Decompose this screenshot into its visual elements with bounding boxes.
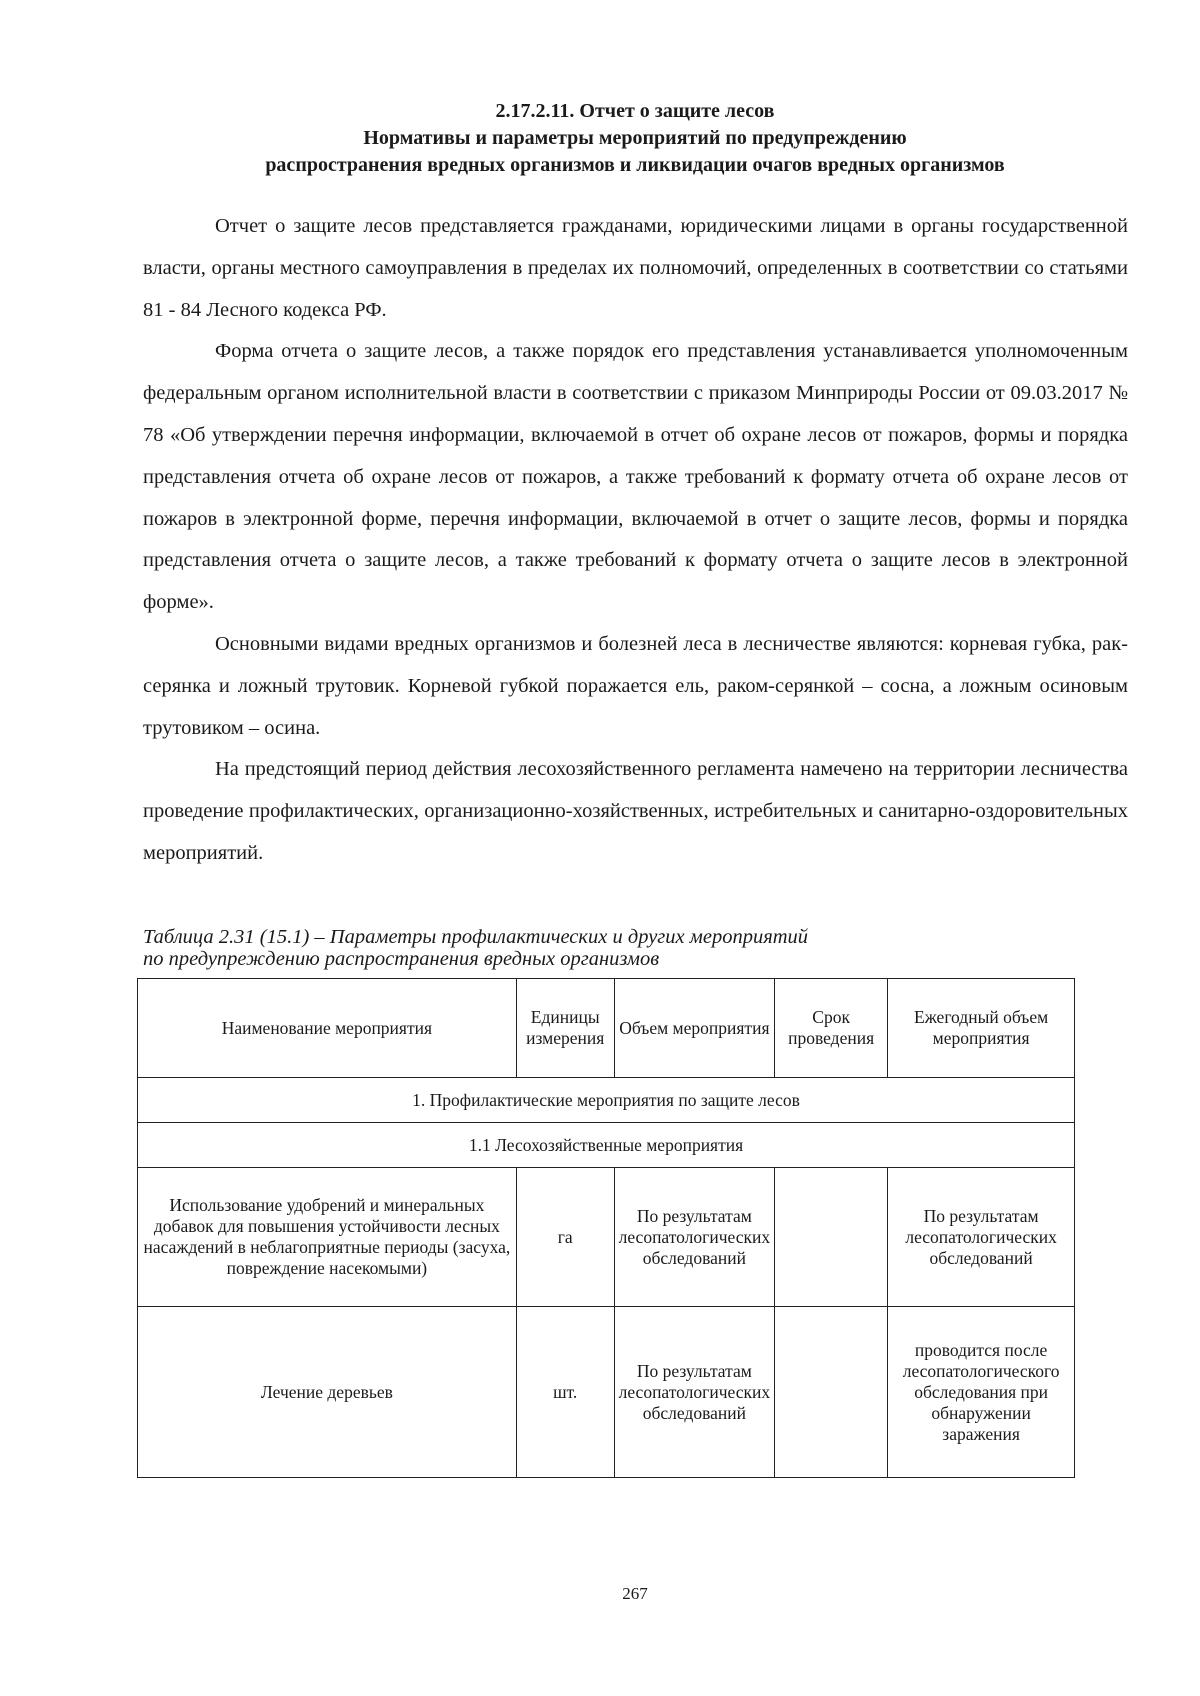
heading-line-2: Нормативы и параметры мероприятий по предупреждению bbox=[363, 127, 907, 149]
paragraph: Отчет о защите лесов представляется гражданами, юридическими лицами в органы государственной власти, органы местного самоуправления в пределах их полномочий, определенных в соответствии со статьями 81 - 84 Лесного кодекса РФ. bbox=[143, 215, 1128, 321]
table-caption-line-1: Таблица 2.31 (15.1) – Параметры профилактических и других мероприятий bbox=[143, 926, 809, 948]
row-name: Лечение деревьев bbox=[138, 1307, 517, 1478]
header-annual: Ежегодный объем мероприятия bbox=[888, 979, 1075, 1078]
header-name: Наименование мероприятия bbox=[138, 979, 517, 1078]
body-text bbox=[143, 206, 1128, 875]
measures-table bbox=[137, 978, 1075, 1478]
heading-line-1: 2.17.2.11. Отчет о защите лесов bbox=[495, 100, 775, 122]
header-term: Срок проведения bbox=[775, 979, 888, 1078]
row-unit: шт. bbox=[516, 1307, 614, 1478]
table-row bbox=[138, 1307, 1075, 1478]
row-term bbox=[775, 1307, 888, 1478]
subsection-title: 1.1 Лесохозяйственные мероприятия bbox=[138, 1123, 1075, 1168]
row-annual: По результатам лесопатологических обследований bbox=[888, 1168, 1075, 1307]
row-volume: По результатам лесопатологических обследований bbox=[614, 1307, 774, 1478]
paragraph: На предстоящий период действия лесохозяйственного регламента намечено на территории лесничества проведение профилактических, организационно-хозяйственных, истребительных и санитарно-оздоровительных мероприятий. bbox=[143, 758, 1128, 864]
table-section-row bbox=[138, 1078, 1075, 1123]
paragraph: Основными видами вредных организмов и болезней леса в лесничестве являются: корневая губка, рак-серянка и ложный трутовик. Корневой губкой поражается ель, раком-серянкой – сосна, а ложным осиновым трутовиком – осина. bbox=[143, 632, 1128, 739]
row-volume: По результатам лесопатологических обследований bbox=[614, 1168, 774, 1307]
row-annual: проводится после лесопатологического обследования при обнаружении заражения bbox=[888, 1307, 1075, 1478]
table-row bbox=[138, 1168, 1075, 1307]
row-term bbox=[775, 1168, 888, 1307]
section-heading bbox=[140, 98, 1130, 179]
heading-line-3: распространения вредных организмов и ликвидации очагов вредных организмов bbox=[265, 154, 1005, 176]
header-volume: Объем мероприятия bbox=[614, 979, 774, 1078]
row-name: Использование удобрений и минеральных добавок для повышения устойчивости лесных насаждений в неблагоприятные периоды (засуха, повреждение насекомыми) bbox=[138, 1168, 517, 1307]
table-caption bbox=[143, 926, 1128, 970]
table-subsection-row bbox=[138, 1123, 1075, 1168]
header-unit: Единицы измерения bbox=[516, 979, 614, 1078]
paragraph: Форма отчета о защите лесов, а также порядок его представления устанавливается уполномоченным федеральным органом исполнительной власти в соответствии с приказом Минприроды России от 09.03.2017 № 78 «Об утверждении перечня информации, включаемой в отчет об охране лесов от пожаров, формы и порядка представления отчета об охране лесов от пожаров, а также требований к формату отчета об охране лесов от пожаров в электронной форме, перечня информации, включаемой в отчет о защите лесов, формы и порядка представления отчета о защите лесов, а также требований к формату отчета о защите лесов в электронной форме». bbox=[143, 340, 1128, 614]
table-header-row bbox=[138, 979, 1075, 1078]
row-unit: га bbox=[516, 1168, 614, 1307]
page-number: 267 bbox=[622, 1584, 648, 1603]
section-title: 1. Профилактические мероприятия по защите лесов bbox=[138, 1078, 1075, 1123]
table-caption-line-2: по предупреждению распространения вредных организмов bbox=[143, 948, 660, 970]
